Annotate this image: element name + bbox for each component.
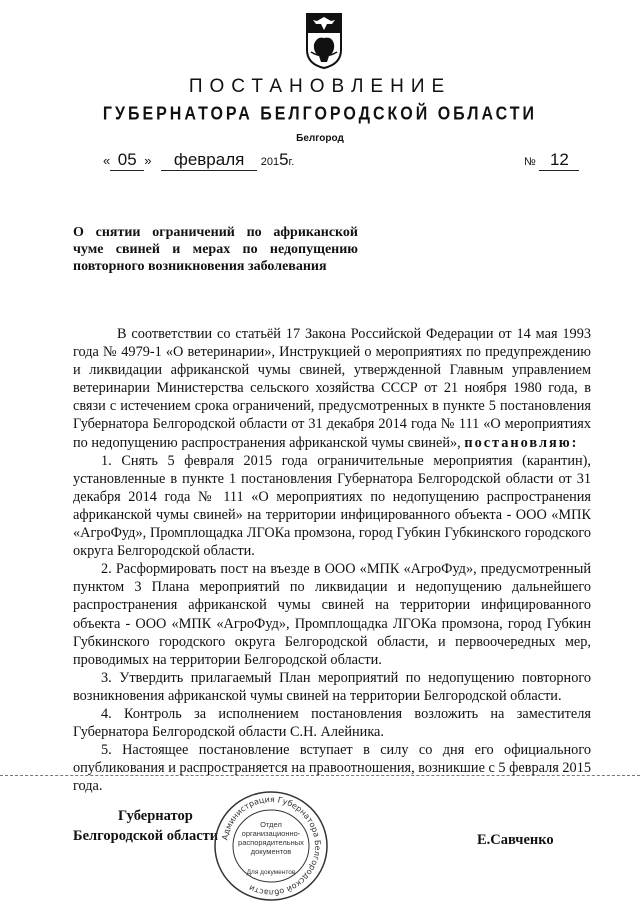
- number-label: №: [524, 156, 536, 168]
- intro-paragraph: [73, 325, 591, 452]
- date-year-suffix: 5: [279, 150, 289, 169]
- list-item: 1. Снять 5 февраля 2015 года ограничительные мероприятия (карантин), установленные в пункте 1 постановления Губернатора Белгородской области от 31 декабря 2014 года № 111 «О мероприятиях по недопущению распространения африканской чумы свиней» на территории инфицированного объекта - ООО «МПК «АгроФуд», Промплощадка ЛГОКа промзона, город Губкин Губкинского городского округа Белгородской области.: [73, 452, 591, 560]
- list-item: 5. Настоящее постановление вступает в силу со дня его официального опубликования и распространяется на правоотношения, возникшие с 5 февраля 2015 года.: [73, 742, 591, 795]
- signatory-name: Е.Савченко: [477, 832, 554, 848]
- list-item: 3. Утвердить прилагаемый План мероприятий по недопущению повторного возникновения африканской чумы свиней на территории Белгородской области.: [73, 669, 591, 704]
- date-day: 05: [110, 150, 144, 171]
- document-title: О снятии ограничений по африканской чуме свиней и мерах по недопущению повторного возникновения заболевания: [73, 225, 358, 274]
- page-divider: [0, 775, 640, 776]
- date-month: февраля: [161, 150, 257, 171]
- city-label: Белгород: [296, 133, 344, 144]
- stamp-line: организационно-: [241, 829, 301, 838]
- stamp-bottom-text: Для документов: [246, 869, 296, 876]
- intro-text: В соответствии со статьёй 17 Закона Российской Федерации от 14 мая 1993 года № 4979-1 «О ветеринарии», Инструкцией о мероприятиях по предупреждению и ликвидации африканской чумы свиней, утвержденной Главным управлением ветеринарии Министерства сельского хозяйства СССР от 21 ноября 1980 года, в связи с истечением срока ограничений, предусмотренных в пункте 5 постановления Губернатора Белгородской области от 31 декабря 2014 года № 111 «О мероприятиях по недопущению распространения африканской чумы свиней»,: [73, 326, 591, 451]
- date-field: « 05 » февраля 2015г.: [103, 150, 295, 169]
- stamp-line: Отдел: [260, 820, 282, 829]
- document-type-heading: ПОСТАНОВЛЕНИЕ: [188, 76, 452, 97]
- signatory-position: Губернатор: [118, 808, 193, 824]
- date-year-abbr: г.: [288, 156, 295, 168]
- stamp-line: распорядительных: [238, 838, 304, 847]
- date-year-prefix: 201: [260, 156, 280, 168]
- stamp-line: документов: [250, 847, 292, 856]
- decree-word: постановляю:: [464, 434, 579, 451]
- issuer-heading: ГУБЕРНАТОРА БЕЛГОРОДСКОЙ ОБЛАСТИ: [102, 104, 538, 125]
- list-item: 4. Контроль за исполнением постановления возложить на заместителя Губернатора Белгородской области С.Н. Алейника.: [73, 705, 591, 741]
- signatory-region: Белгородской области: [73, 828, 219, 844]
- document-number-field: [524, 150, 579, 171]
- official-stamp: [212, 790, 330, 903]
- list-item: 2. Расформировать пост на въезде в ООО «МПК «АгроФуд», предусмотренный пунктом 3 Плана мероприятий по ликвидации и недопущению дальнейшего распространения африканской чумы свиней на территории инфицированного объекта - ООО «МПК «АгроФуд», Промплощадка ЛГОКа промзона, город Губкин Губкинского городского округа Белгородской области, и первоочередных мер, проводимых на территории Белгородской области.: [73, 561, 591, 668]
- coat-of-arms-emblem: [305, 12, 343, 70]
- document-body: [73, 325, 591, 795]
- stamp-ring-text: Администрация Губернатора Белгородской области: [220, 794, 323, 898]
- document-number: 12: [539, 150, 579, 171]
